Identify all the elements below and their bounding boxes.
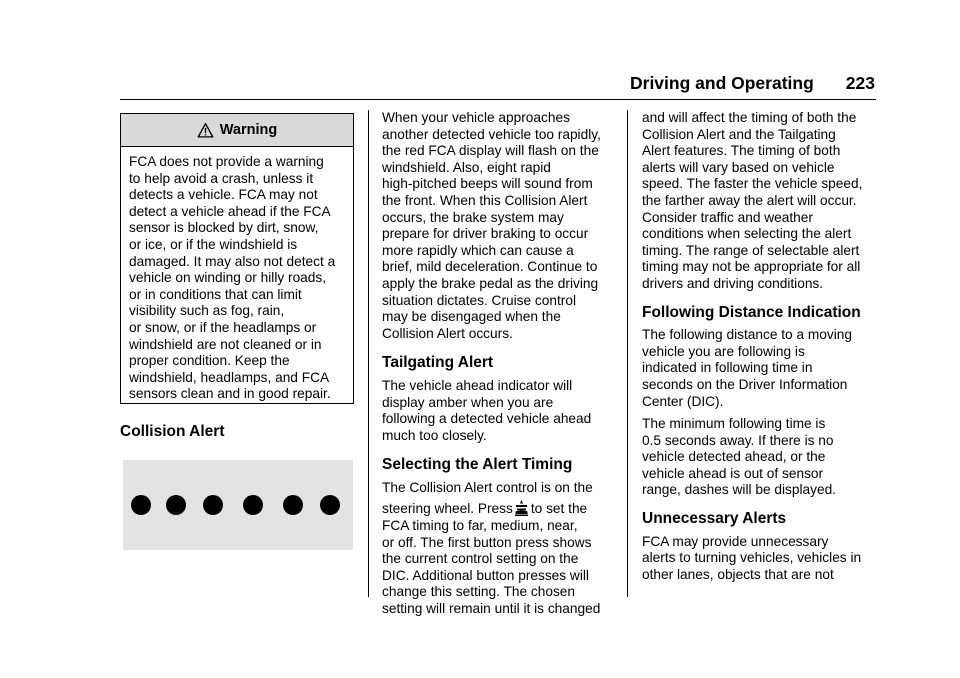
- text-line: The minimum following time is: [642, 416, 826, 432]
- text-line: situation dictates. Cruise control: [382, 292, 576, 308]
- text-line: high-pitched beeps will sound from: [382, 176, 593, 192]
- warning-line: or in conditions that can limit: [129, 286, 302, 302]
- warning-line: vehicle on winding or hilly roads,: [129, 270, 327, 286]
- alert-indicator-dot: [203, 495, 223, 515]
- column-divider-left: [368, 110, 369, 597]
- alert-indicator-dot: [320, 495, 340, 515]
- warning-title: Warning: [219, 122, 278, 138]
- alert-indicator-dot: [283, 495, 303, 515]
- warning-line: detects a vehicle. FCA may not: [129, 187, 318, 203]
- warning-line: sensor is blocked by dirt, snow,: [129, 220, 319, 236]
- text-line: windshield. Also, eight rapid: [382, 159, 551, 175]
- text-line: 0.5 seconds away. If there is no: [642, 432, 834, 448]
- tailgating-alert-heading: Tailgating Alert: [382, 354, 494, 372]
- text-line: apply the brake pedal as the driving: [382, 275, 599, 291]
- alert-indicator-dot: [166, 495, 186, 515]
- warning-box: [120, 113, 354, 404]
- text-line: may be disengaged when the: [382, 309, 561, 325]
- text-line: seconds on the Driver Information: [642, 376, 848, 392]
- text-line: and will affect the timing of both the: [642, 110, 857, 125]
- text-line: alerts will vary based on vehicle: [642, 159, 835, 175]
- page-number: 223: [845, 72, 875, 93]
- text-line: FCA may provide unnecessary: [642, 533, 829, 549]
- collision-alert-timing-icon: [514, 499, 529, 517]
- text-line: the front. When this Collision Alert: [382, 192, 588, 208]
- text-line: DIC. Additional button presses will: [382, 567, 589, 583]
- text-line: timing may not be appropriate for all: [642, 259, 861, 275]
- alert-timing-paragraph: [382, 480, 622, 618]
- text-line: other lanes, objects that are not: [642, 566, 834, 582]
- text-line: [382, 499, 622, 518]
- text-line: change this setting. The chosen: [382, 584, 576, 600]
- text-line: The following distance to a moving: [642, 327, 852, 343]
- following-distance-paragraph: [642, 327, 882, 410]
- text-line: Collision Alert occurs.: [382, 325, 513, 341]
- alert-timing-heading: Selecting the Alert Timing: [382, 456, 573, 474]
- text-line: following a detected vehicle ahead: [382, 411, 592, 427]
- text-line: Alert features. The timing of both: [642, 143, 841, 159]
- column-middle: [382, 110, 622, 618]
- warning-line: FCA does not provide a warning: [129, 154, 324, 169]
- warning-line: damaged. It may also not detect a: [129, 253, 336, 269]
- collision-alert-paragraph: [382, 110, 622, 342]
- text-line: the current control setting on the: [382, 551, 579, 567]
- following-distance-heading: Following Distance Indication: [642, 303, 861, 321]
- warning-line: sensors clean and in good repair.: [129, 386, 331, 402]
- text-line: more rapidly which can cause a: [382, 242, 574, 258]
- text-fragment: to set the: [530, 501, 588, 517]
- collision-alert-heading: Collision Alert: [120, 423, 225, 440]
- text-line: the farther away the alert will occur.: [642, 192, 857, 208]
- text-line: range, dashes will be displayed.: [642, 482, 837, 498]
- warning-header: [121, 114, 353, 147]
- text-line: FCA timing to far, medium, near,: [382, 518, 578, 534]
- warning-icon: [197, 122, 214, 139]
- alert-indicator-dot: [131, 495, 151, 515]
- text-line: vehicle detected ahead, or the: [642, 449, 826, 465]
- warning-line: to help avoid a crash, unless it: [129, 170, 314, 186]
- text-line: When your vehicle approaches: [382, 110, 570, 125]
- warning-line: windshield, headlamps, and FCA: [129, 369, 330, 385]
- timing-continued-paragraph: [642, 110, 882, 293]
- unnecessary-alerts-heading: Unnecessary Alerts: [642, 510, 787, 528]
- text-line: The Collision Alert control is on the: [382, 479, 593, 495]
- header-divider: [120, 99, 876, 100]
- text-fragment: steering wheel. Press: [382, 501, 513, 517]
- tailgating-alert-paragraph: [382, 378, 622, 444]
- text-line: Collision Alert and the Tailgating: [642, 126, 836, 142]
- text-line: conditions when selecting the alert: [642, 226, 852, 242]
- text-line: vehicle you are following is: [642, 343, 805, 359]
- column-divider-right: [627, 110, 628, 597]
- warning-line: or snow, or if the headlamps or: [129, 319, 317, 335]
- text-line: indicated in following time in: [642, 360, 813, 376]
- warning-text: [121, 147, 353, 403]
- alert-indicator-dot: [243, 495, 263, 515]
- text-line: alerts to turning vehicles, vehicles in: [642, 550, 862, 566]
- warning-line: detect a vehicle ahead if the FCA: [129, 203, 331, 219]
- text-line: Center (DIC).: [642, 393, 724, 409]
- text-line: or off. The first button press shows: [382, 534, 592, 550]
- warning-line: visibility such as fog, rain,: [129, 303, 285, 319]
- minimum-time-paragraph: [642, 416, 882, 499]
- warning-line: proper condition. Keep the: [129, 353, 290, 369]
- page-header: [630, 72, 875, 94]
- text-line: timing. The range of selectable alert: [642, 242, 860, 258]
- text-line: prepare for driver braking to occur: [382, 226, 589, 242]
- text-line: another detected vehicle too rapidly,: [382, 126, 601, 142]
- text-line: speed. The faster the vehicle speed,: [642, 176, 863, 192]
- text-line: The vehicle ahead indicator will: [382, 377, 573, 393]
- warning-line: windshield are not cleaned or in: [129, 336, 322, 352]
- unnecessary-alerts-paragraph: [642, 534, 882, 584]
- text-line: setting will remain until it is changed: [382, 601, 601, 617]
- column-right: [642, 110, 882, 583]
- text-line: the red FCA display will flash on the: [382, 143, 599, 159]
- text-line: Consider traffic and weather: [642, 209, 813, 225]
- text-line: display amber when you are: [382, 394, 554, 410]
- text-line: brief, mild deceleration. Continue to: [382, 259, 598, 275]
- text-line: much too closely.: [382, 427, 487, 443]
- text-line: occurs, the brake system may: [382, 209, 564, 225]
- collision-alert-illustration: [123, 460, 353, 550]
- warning-line: or ice, or if the windshield is: [129, 236, 298, 252]
- section-title: Driving and Operating: [630, 72, 814, 93]
- text-line: drivers and driving conditions.: [642, 275, 824, 291]
- text-line: vehicle ahead is out of sensor: [642, 465, 824, 481]
